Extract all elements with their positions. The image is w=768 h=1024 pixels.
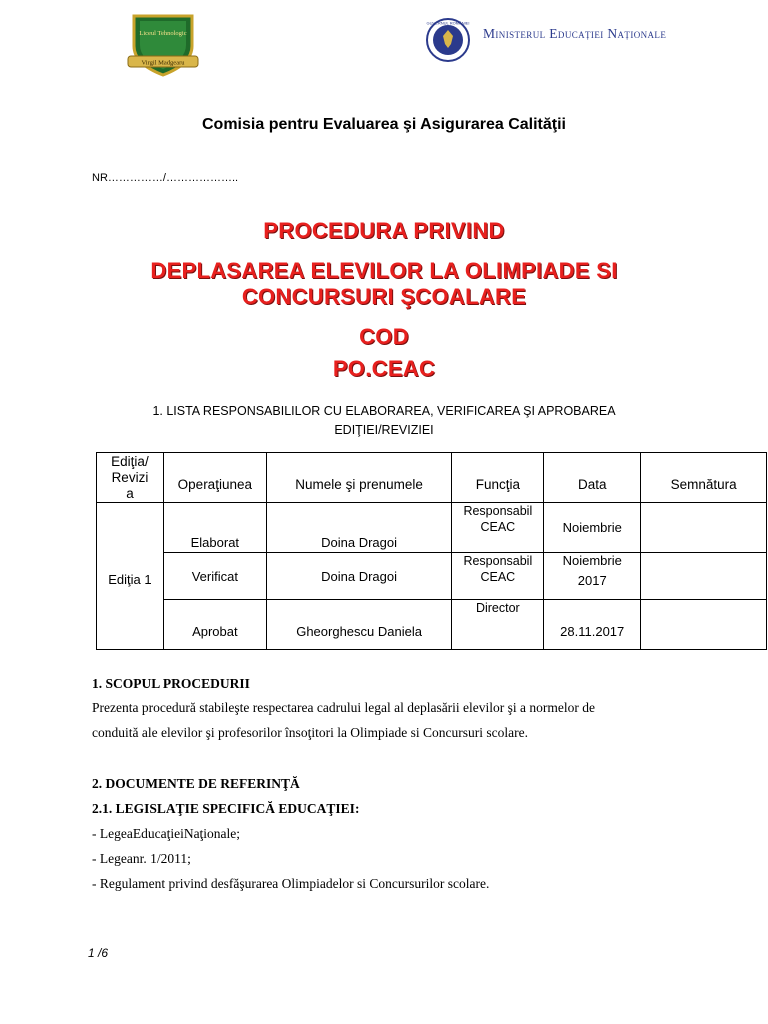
signature-cell <box>641 503 767 553</box>
procedure-code: PO.CEAC <box>332 356 436 381</box>
table-row <box>97 503 767 553</box>
operation-cell: Aprobat <box>163 600 266 650</box>
name-cell: Doina Dragoi <box>266 553 452 600</box>
school-logo-text-2: Virgil Madgearu <box>141 59 185 67</box>
school-logo <box>124 12 202 78</box>
header-name: Numele şi prenumele <box>266 453 452 503</box>
date-cell: 28.11.2017 <box>544 600 641 650</box>
signature-cell <box>641 600 767 650</box>
procedure-title-line3: CONCURSURI ŞCOALARE <box>241 284 527 309</box>
function-cell: Director <box>452 600 544 650</box>
list-item: - Regulament privind desfăşurarea Olimpiadelor si Concursurilor scolare. <box>92 876 490 891</box>
header-signature: Semnătura <box>641 453 767 503</box>
scope-title: 1. SCOPUL PROCEDURII <box>92 676 250 691</box>
function-cell: Responsabil CEAC <box>452 553 544 600</box>
header-date: Data <box>544 453 641 503</box>
table-row <box>97 600 767 650</box>
name-cell: Doina Dragoi <box>266 503 452 553</box>
ministry-emblem <box>426 18 470 67</box>
table-row <box>97 553 767 600</box>
school-logo-text-1: Liceul Tehnologic <box>139 30 187 37</box>
signature-cell <box>641 553 767 600</box>
header-edition: Ediţia/ Revizi a <box>97 453 164 503</box>
operation-cell: Elaborat <box>163 503 266 553</box>
edition-cell: Ediţia 1 <box>97 503 164 650</box>
legislation-title: 2.1. LEGISLAŢIE SPECIFICĂ EDUCAŢIEI: <box>92 801 360 816</box>
table-header-row <box>97 453 767 503</box>
emblem-text: GUVERNUL ROMÂNIEI <box>426 20 470 26</box>
scope-text-line1: Prezenta procedură stabileşte respectarea cadrului legal al deplasării elevilor şi a normelor de <box>92 700 596 715</box>
scope-text-line2: conduită ale elevilor şi profesorilor însoţitori la Olimpiade si Concursuri scolare. <box>92 725 529 740</box>
procedure-code-label: COD <box>359 324 409 349</box>
header-function: Funcţia <box>452 453 544 503</box>
committee-title: Comisia pentru Evaluarea şi Asigurarea Calităţii <box>202 116 566 133</box>
operation-cell: Verificat <box>163 553 266 600</box>
header-operation: Operaţiunea <box>163 453 266 503</box>
name-cell: Gheorghescu Daniela <box>266 600 452 650</box>
date-cell: Noiembrie 2017 <box>544 553 641 600</box>
page-number: 1 /6 <box>88 946 109 960</box>
procedure-title-line2: DEPLASAREA ELEVILOR LA OLIMPIADE SI <box>150 258 618 283</box>
responsibles-heading-line2: EDIŢIEI/REVIZIEI <box>334 423 434 437</box>
registration-number: NR……………/……………….. <box>92 172 239 184</box>
list-item: - LegeaEducaţieiNaţionale; <box>92 826 241 841</box>
references-title: 2. DOCUMENTE DE REFERINŢĂ <box>92 776 300 791</box>
list-item: - Legeanr. 1/2011; <box>92 851 191 866</box>
responsibles-heading-line1: 1. LISTA RESPONSABILILOR CU ELABORAREA, VERIFICAREA ŞI APROBAREA <box>152 404 616 418</box>
function-cell: Responsabil CEAC <box>452 503 544 553</box>
ministry-name: Ministerul Educației Naționale <box>483 26 667 41</box>
responsibles-table <box>96 452 767 650</box>
date-cell: Noiembrie <box>544 503 641 553</box>
procedure-title-line1: PROCEDURA PRIVIND <box>263 218 505 243</box>
